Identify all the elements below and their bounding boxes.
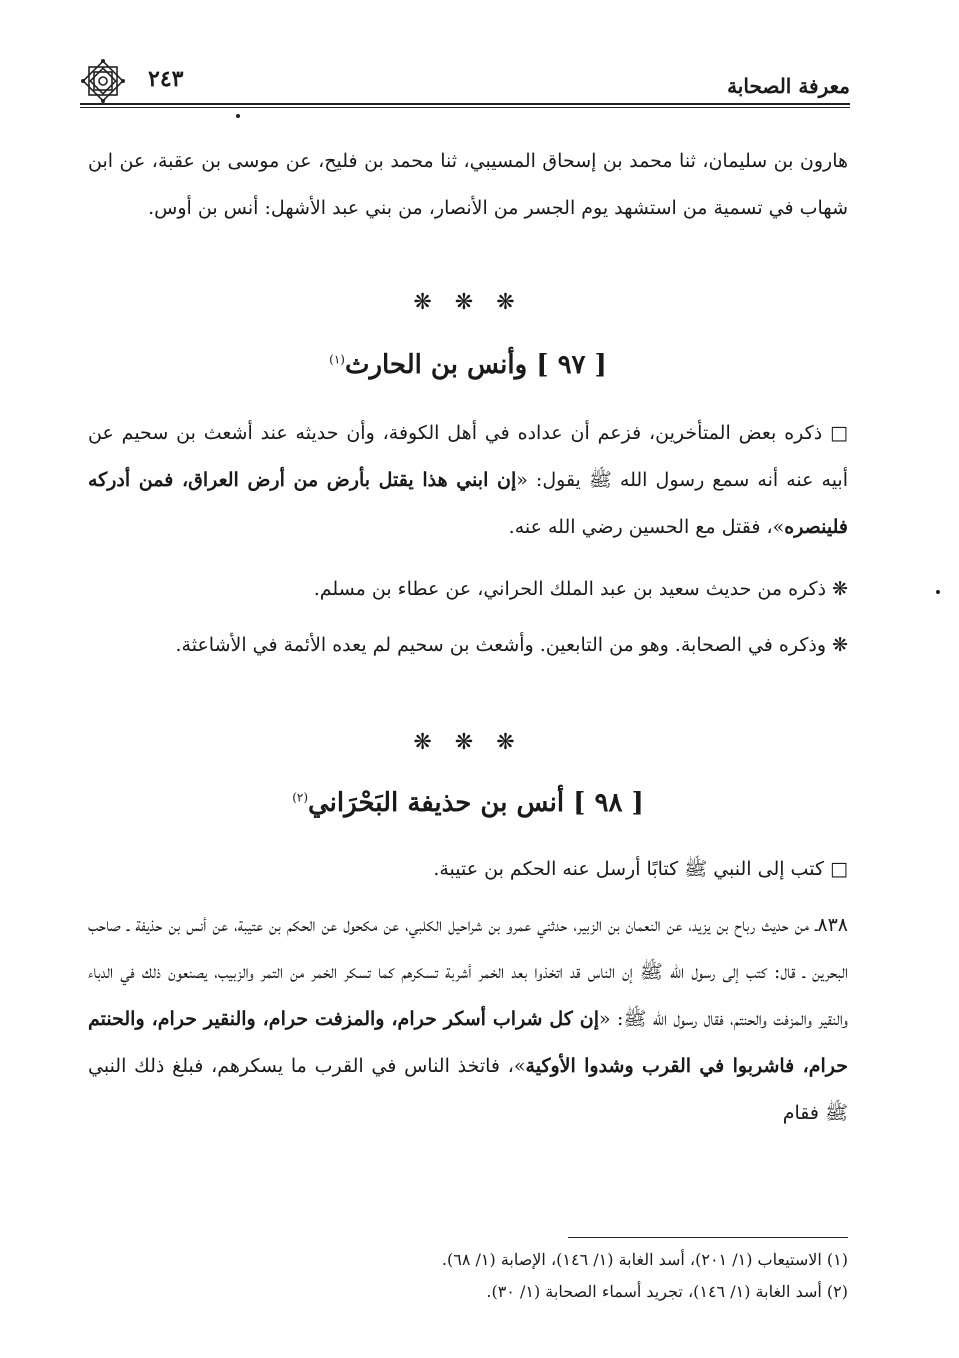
entry-97-heading: [88, 350, 848, 380]
running-title: معرفة الصحابة: [727, 74, 850, 98]
footnote-ref-1[interactable]: (١): [329, 352, 345, 367]
header-rule: [80, 103, 850, 105]
entry-98-heading: [88, 788, 848, 818]
hadith-quote: إن ابني هذا يقتل بأرض من أرض العراق، فمن أدركه فلينصره: [88, 469, 848, 538]
footnotes: [88, 1244, 848, 1308]
entry-97-paragraph-2: ❋ ذكره من حديث سعيد بن عبد الملك الحراني، عن عطاء بن مسلم.: [313, 578, 848, 600]
entry-98-paragraph-1: □ كتب إلى النبي ﷺ كتابًا أرسل عنه الحكم بن عتيبة.: [433, 858, 848, 880]
entry-97-title: [ ٩٧ ] وأنس بن الحارث: [344, 350, 607, 380]
footnote-ref-2[interactable]: (٢): [292, 790, 309, 805]
header-rule-thin: [80, 107, 850, 108]
entry-97-paragraph-1: [88, 410, 848, 551]
entry-97-text-1: □ ذكره بعض المتأخرين، فزعم أن عداده في أهل الكوفة، وأن حديثه عند أشعث بن سحيم عن أبيه عنه أنه سمع رسول الله ﷺ يقول: «: [88, 422, 848, 491]
entry-98-text-1: ٨٣٨ـ من حديث رباح بن يزيد، عن النعمان بن الزبير، حدثني عمرو بن شراحيل الكلبي، عن مكحول عن الحكم بن عتيبة، عن أنس بن حذيفة ـ صاحب البحرين ـ قال: كتب إلى رسول الله ﷺ إن الناس قد اتخذوا بعد الخمر أشربة تسكرهم كما تسكر الخمر من التمر والزبيب، يصنعون ذلك في الدباء والنقير والمزفت والحنتم، فقال رسول الله ﷺ: «: [88, 914, 848, 1030]
intro-paragraph: هارون بن سليمان، ثنا محمد بن إسحاق المسيبي، ثنا محمد بن فليح، عن موسى بن عقبة، عن ابن شهاب في تسمية من استشهد يوم الجسر من الأنصار، من بني عبد الأشهل: أنس بن أوس.: [88, 150, 848, 219]
octagonal-star-ornament-icon: [80, 58, 126, 104]
entry-97-paragraph-3: ❋ وذكره في الصحابة. وهو من التابعين. وأشعث بن سحيم لم يعده الأئمة في الأشاعثة.: [175, 634, 848, 656]
entry-97-text-2: »، فقتل مع الحسين رضي الله عنه.: [508, 516, 785, 538]
printing-speck: [236, 114, 240, 118]
hadith-quote: إن كل شراب أسكر حرام، والمزفت حرام، والنقير حرام، والحنتم حرام، فاشربوا في القرب وشدوا الأوكية: [88, 1008, 848, 1077]
footnote-rule: [568, 1237, 848, 1238]
entry-98-paragraph-2: [88, 902, 848, 1137]
page-number: ٢٤٣: [148, 66, 184, 92]
entry-98-text-2: »، فاتخذ الناس في القرب ما يسكرهم، فبلغ ذلك النبي ﷺ فقام: [88, 1055, 848, 1124]
section-separator: ❋ ❋ ❋: [413, 290, 523, 315]
section-separator: ❋ ❋ ❋: [413, 730, 523, 755]
footnote-2: (٢) أسد الغابة (١/ ١٤٦)، تجريد أسماء الصحابة (١/ ٣٠).: [486, 1282, 848, 1301]
page-header: [80, 58, 850, 104]
entry-98-title: [ ٩٨ ] أنس بن حذيفة البَحْرَاني: [308, 788, 644, 818]
printing-speck: [936, 590, 940, 594]
footnote-1: (١) الاستيعاب (١/ ٢٠١)، أسد الغابة (١/ ١٤٦)، الإصابة (١/ ٦٨).: [441, 1250, 848, 1269]
